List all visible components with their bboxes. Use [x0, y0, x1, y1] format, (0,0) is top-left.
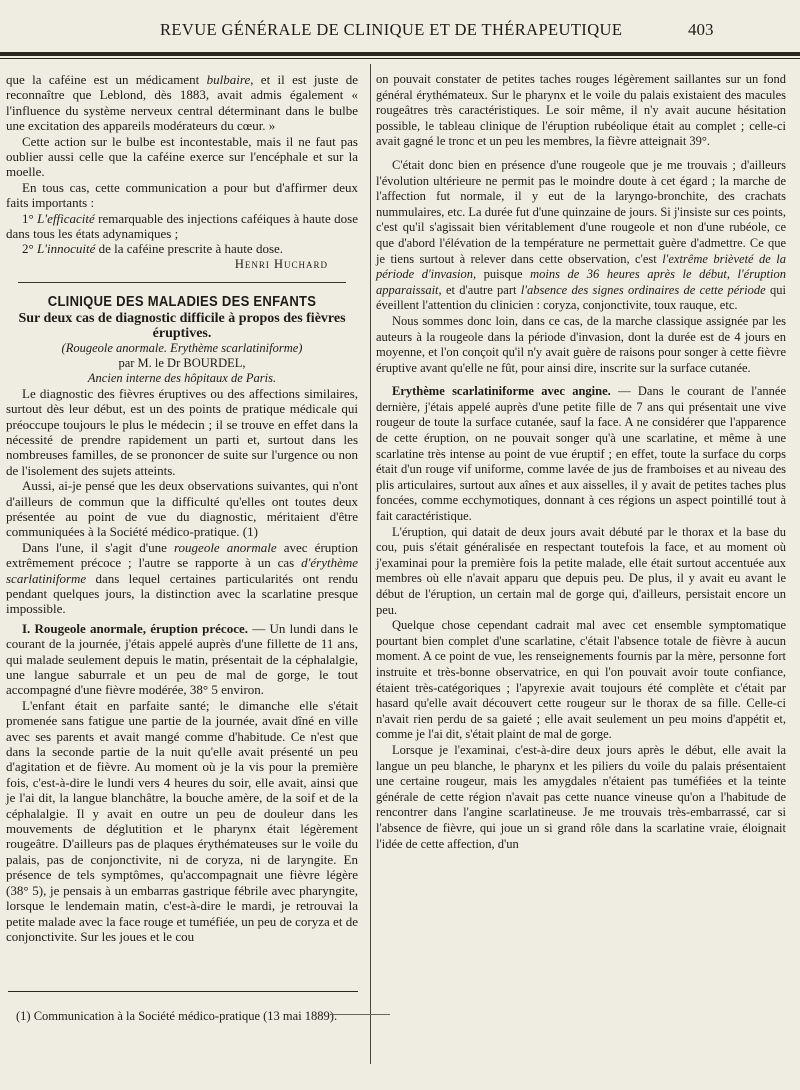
paragraph: Le diagnostic des fièvres éruptives ou des affections similaires, surtout dès leur début, est un des points de pratique médicale qui préoccupe toujours le plus le médecin ; il se trouve en effet dans la nécessité de prendre rapidement un parti et, surtout dans les nombreuses familles, de se prononcer de suite sur l'urgence ou non de l'isolement des sujets atteints. [6, 385, 358, 478]
subsection-heading: I. Rougeole anormale, éruption précoce. [22, 620, 248, 636]
section-separator [18, 282, 346, 283]
list-item: 2° L'innocuité de la caféine prescrite à haute dose. [22, 241, 284, 257]
article-author: par M. le Dr BOURDEL, [118, 355, 246, 370]
column-divider [370, 64, 371, 1064]
paragraph: I. Rougeole anormale, éruption précoce. — Un lundi dans le courant de la journée, j'étais appelé auprès d'une fillette de 11 ans, qui malade seulement depuis le matin, présentait de la céphalalgie, une langue saburrale et un peu de mal de gorge, le tout accompagné d'une fièvre modérée, 38° 5 environ. [6, 620, 359, 698]
paragraph: que la caféine est un médicament bulbaire, et il est juste de reconnaître que Leblond, dès 1883, avait admis également « l'influence du système nerveux central déterminant dans le bulbe une excitation des appareils modérateurs du cœur. » [6, 72, 358, 134]
paragraph: Quelque chose cependant cadrait mal avec cet ensemble symptomatique pourtant bien complet d'une scarlatine, c'était l'absence totale de fièvre à aucun moment. A ce point de vue, les renseignements fournis par la mère, personne fort instruite et très-bonne observatrice, en qui l'on pouvait avoir toute confiance, étaient très-catégoriques ; l'apyrexie avait toujours été complète et c'était par hasard qu'elle avait découvert cette rougeur sur le thorax de sa fille. Celle-ci n'avait rien perdu de sa gaieté ; elle avait seulement un peu moins d'appétit et, comme je l'ai dit, s'était plaint de mal de gorge. [376, 618, 786, 742]
paragraph: C'était donc bien en présence d'une rougeole que je me trouvais ; d'ailleurs l'évolution ultérieure ne permit pas le moindre doute à cet égard ; la marche de l'affection fut normale, il y eut de la laryngo-bronchite, des crachats nummulaires, etc. La durée fut d'une quinzaine de jours. Si j'insiste sur ces points, c'est qu'il s'agissait bien véritablement d'une rougeole et non d'une rubéole, ce que d'abord l'élévation de la température ne permettait guère d'admettre. Ce que je tiens surtout à relever dans cette observation, c'est l'extrême brièveté de la période d'invasion, puisque moins de 36 heures après le début, l'éruption apparaissait, et d'autre part l'absence des signes ordinaires de cette période qui éveillent l'attention du clinicien : coryza, conjonctivite, toux rauque, etc. [376, 157, 787, 313]
running-head [0, 18, 800, 42]
author-role: Ancien interne des hôpitaux de Paris. [87, 370, 277, 385]
header-rule-thin [0, 58, 800, 59]
paragraph: Lorsque je l'examinai, c'est-à-dire deux jours après le début, elle avait la langue un peu blanche, le pharynx et les piliers du voile du palais présentaient une certaine rougeur, mais les amygdales n'étaient pas tuméfiées et la teinte générale de cette région n'avait pas cette nuance vineuse qu'on a l'habitude de rencontrer dans l'angine scarlatineuse. Je me trouvais très-embarrassé, car si l'absence de fièvre, qui joue un si grand rôle dans la scarlatine vraie, éloignait l'idée de cette affection, d'un [376, 742, 786, 851]
article-subtitle: (Rougeole anormale. Erythème scarlatiniforme) [61, 340, 303, 355]
author-signature: Henri Huchard [234, 256, 328, 271]
paragraph: L'éruption, qui datait de deux jours avait débuté par le thorax et la base du cou, puis s'était généralisée en respectant toutefois la face, et au moment où j'examinai pour la première fois la petite malade, elle était surtout accentuée aux membres où elle n'avait apparu que depuis peu. De plus, il y avait eu avant le début de l'éruption, un certain mal de gorge qui, d'ailleurs, persistait encore un peu. [376, 524, 786, 617]
paragraph: Aussi, ai-je pensé que les deux observations suivantes, qui n'ont d'ailleurs de commun que la difficulté qu'elles ont toutes deux présentée au point de vue du diagnostic, méritaient d'être communiquées à la Société médico-pratique. (1) [6, 478, 358, 540]
paragraph: on pouvait constater de petites taches rouges légèrement saillantes sur un fond général érythémateux. Sur le pharynx et le voile du palais existaient des macules rougeâtres très caractéristiques. Le soir même, il n'y avait aucune hésitation possible, le tableau clinique de l'éruption rubéolique était au complet ; celle-ci avait gagné le tronc et un peu les membres, la fièvre atteignait 39°. [376, 72, 786, 149]
header-rule-thick [0, 52, 800, 56]
paragraph: Dans l'une, il s'agit d'une rougeole anormale avec éruption extrêmement précoce ; l'autre se rapporte à un cas d'érythème scarlatiniforme dans lequel certaines particularités ont rendu pendant quelques jours, la distinction avec la scarlatine presque impossible. [6, 539, 359, 617]
article-title: Sur deux cas de diagnostic difficile à propos des fièvres éruptives. [18, 310, 346, 341]
paragraph: Cette action sur le bulbe est incontestable, mais il ne faut pas oublier aussi celle que la caféine exerce sur l'encéphale et sur la moelle. [6, 133, 358, 180]
paragraph: Nous sommes donc loin, dans ce cas, de la marche classique assignée par les auteurs à la rougeole dans la période d'invasion, dont la durée est de 4 jours en moyenne, et l'on conçoit qu'il n'y avait guère de raisons pour songer à cette fièvre éruptive avant qu'elle ne fût, pour ainsi dire, inscrite sur la surface cutanée. [376, 313, 786, 375]
footnote-rule [8, 991, 358, 992]
page-number: 403 [688, 20, 714, 39]
section-title: CLINIQUE DES MALADIES DES ENFANTS [47, 294, 317, 311]
paragraph: Erythème scarlatiniforme avec angine. — Dans le courant de l'année dernière, j'étais appelé auprès d'une petite fille de 7 ans qui présentait une vive rougeur de toute la surface cutanée, sauf la face. A ne considérer que l'apparence de cette éruption, on ne pouvait songer qu'à une scarlatine, et même à une scarlatine très intense au point de vue éruptif ; en effet, toute la surface du corps était d'un rouge vif uniforme, comme lavée de jus de framboises et au niveau des plis articulaires, surtout aux aînes et aux aisselles, il y avait de petites taches plus foncées, comme ecchymotiques, donnant à ces régions un aspect pointillé tout à fait caractéristique. [376, 384, 786, 524]
left-column [6, 72, 358, 944]
footnote: (1) Communication à la Société médico-pratique (13 mai 1889). [16, 1008, 338, 1023]
paragraph: En tous cas, cette communication a pour but d'affirmer deux faits importants : [6, 179, 358, 211]
list-item: 1° L'efficacité remarquable des injections caféiques à haute dose dans tous les états adynamiques ; [6, 210, 359, 242]
subsection-heading: Erythème scarlatiniforme avec angine. [392, 384, 611, 399]
journal-title: REVUE GÉNÉRALE DE CLINIQUE ET DE THÉRAPEUTIQUE [160, 20, 623, 39]
bottom-mark [330, 1014, 390, 1023]
paragraph: L'enfant était en parfaite santé; le dimanche elle s'était promenée sans fatigue une partie de la journée, avait dîné en ville avec ses parents et avait mangé comme d'habitude. Ce n'est que dans la seconde partie de la nuit qu'elle avait présenté un peu d'agitation et de fièvre. Au moment où je la vis pour la première fois, c'est-à-dire le lundi vers 4 heures du soir, elle avait, ainsi que je l'ai dit, la langue blanchâtre, la bouche amère, de la soif et de la céphalalgie. Il y avait en outre un peu de douleur dans les mouvements de déglutition et le pharynx était légèrement rougeâtre. D'ailleurs pas de plaques érythémateuses sur le voile du palais, pas de conjonctivite, ni de coryza, ni de laryngite. En présence de tels symptômes, qu'accompagnait une fièvre légère (38° 5), je pensais à un embarras gastrique fébrile avec pharyngite, lorsque le lendemain matin, c'est-à-dire le mardi, je retrouvai la petite malade avec la face rouge et tuméfiée, un peu de coryza et de conjonctivite. Sur les joues et le cou [6, 697, 358, 944]
right-column [376, 72, 786, 852]
